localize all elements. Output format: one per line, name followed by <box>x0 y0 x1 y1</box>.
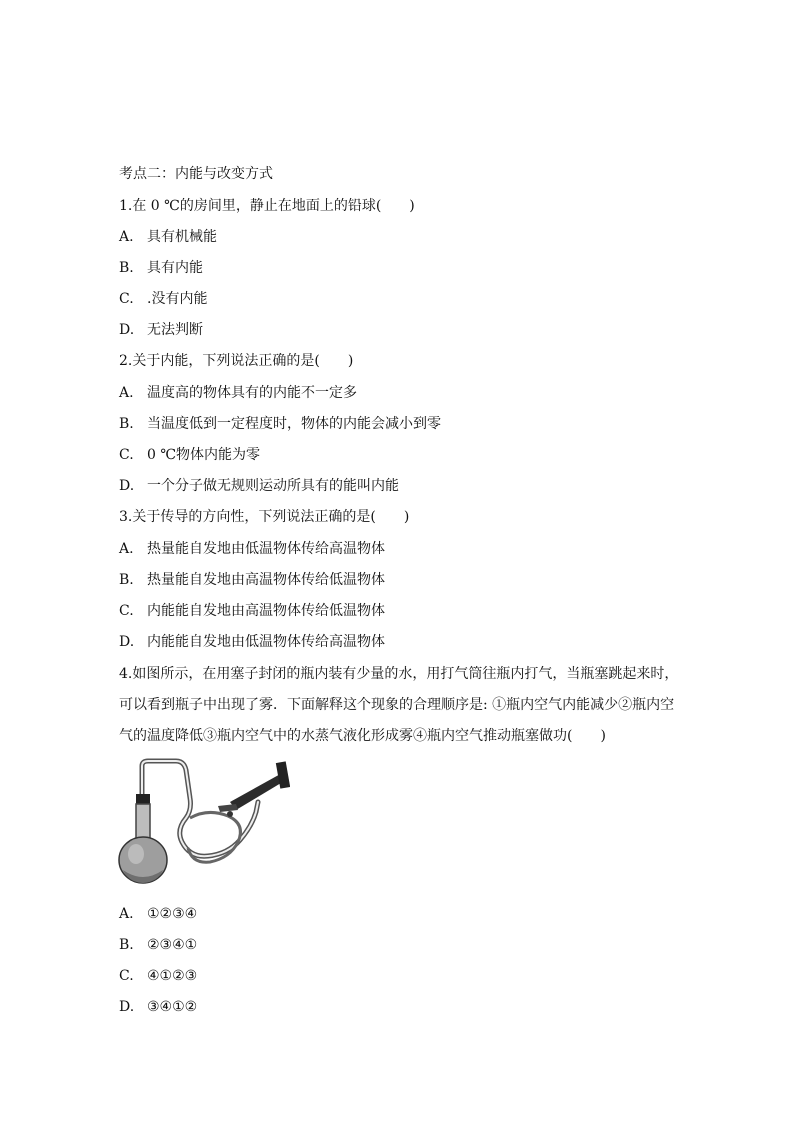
option-text: .没有内能 <box>147 291 208 307</box>
option-label: A. <box>119 229 134 245</box>
question-4-option-b <box>119 935 197 955</box>
flask-pump-illustration <box>118 758 290 888</box>
option-text: ④①②③ <box>147 968 198 984</box>
flask-pump-drawing <box>118 758 290 888</box>
option-label: D. <box>119 999 135 1015</box>
option-label: C. <box>119 291 134 307</box>
option-text: 具有内能 <box>147 260 203 276</box>
question-4-option-c <box>119 966 197 986</box>
flask-bulb <box>119 837 167 883</box>
option-text: 当温度低到一定程度时，物体的内能会减小到零 <box>147 416 441 432</box>
option-text: 无法判断 <box>147 322 203 338</box>
question-2-option-b <box>119 414 441 434</box>
option-text: ①②③④ <box>147 906 198 922</box>
option-label: C. <box>119 447 134 463</box>
option-text: 内能能自发地由高温物体传给低温物体 <box>147 603 385 619</box>
option-text: ③④①② <box>147 999 198 1015</box>
question-2-option-a <box>119 383 357 403</box>
question-4-stem-line-3: 气的温度降低③瓶内空气中的水蒸气液化形成雾④瓶内空气推动瓶塞做功( ) <box>119 728 606 744</box>
question-2-option-d <box>119 476 399 496</box>
question-3-option-d <box>119 632 385 652</box>
section-title: 考点二：内能与改变方式 <box>119 166 273 182</box>
question-4-option-a <box>119 904 197 924</box>
option-label: D. <box>119 322 135 338</box>
pump-nozzle <box>218 804 238 812</box>
option-text: 0 ℃物体内能为零 <box>147 447 261 463</box>
question-4-option-d <box>119 997 197 1017</box>
question-4-stem-line-1: 4.如图所示，在用塞子封闭的瓶内装有少量的水，用打气筒往瓶内打气，当瓶塞跳起来时， <box>119 666 679 682</box>
question-1-option-c <box>119 289 207 309</box>
option-text: 热量能自发地由低温物体传给高温物体 <box>147 541 385 557</box>
question-1-stem: 1.在 0 ℃的房间里，静止在地面上的铅球( ) <box>119 198 415 214</box>
option-text: 具有机械能 <box>147 229 217 245</box>
question-1-option-d <box>119 320 203 340</box>
question-3-option-b <box>119 570 385 590</box>
option-text: 热量能自发地由高温物体传给低温物体 <box>147 572 385 588</box>
option-text: ②③④① <box>147 937 198 953</box>
option-label: B. <box>119 416 134 432</box>
question-2-option-c <box>119 445 260 465</box>
option-label: B. <box>119 260 134 276</box>
hose <box>142 761 258 856</box>
question-1-option-a <box>119 227 217 247</box>
flask-neck <box>136 804 150 838</box>
option-text: 内能能自发地由低温物体传给高温物体 <box>147 634 385 650</box>
question-3-option-a <box>119 539 385 559</box>
option-label: A. <box>119 906 134 922</box>
option-label: D. <box>119 478 135 494</box>
question-3-option-c <box>119 601 385 621</box>
question-2-stem: 2.关于内能，下列说法正确的是( ) <box>119 353 354 369</box>
question-4-stem-line-2: 可以看到瓶子中出现了雾．下面解释这个现象的合理顺序是: ①瓶内空气内能减少②瓶内空 <box>119 697 675 713</box>
option-text: 温度高的物体具有的内能不一定多 <box>147 385 357 401</box>
option-label: C. <box>119 603 134 619</box>
option-label: B. <box>119 937 134 953</box>
option-label: C. <box>119 968 134 984</box>
option-label: A. <box>119 385 134 401</box>
question-3-stem: 3.关于传导的方向性，下列说法正确的是( ) <box>119 509 410 525</box>
option-label: A. <box>119 541 134 557</box>
option-text: 一个分子做无规则运动所具有的能叫内能 <box>147 478 399 494</box>
option-label: B. <box>119 572 134 588</box>
question-1-option-b <box>119 258 203 278</box>
stopper <box>136 794 150 804</box>
option-label: D. <box>119 634 135 650</box>
